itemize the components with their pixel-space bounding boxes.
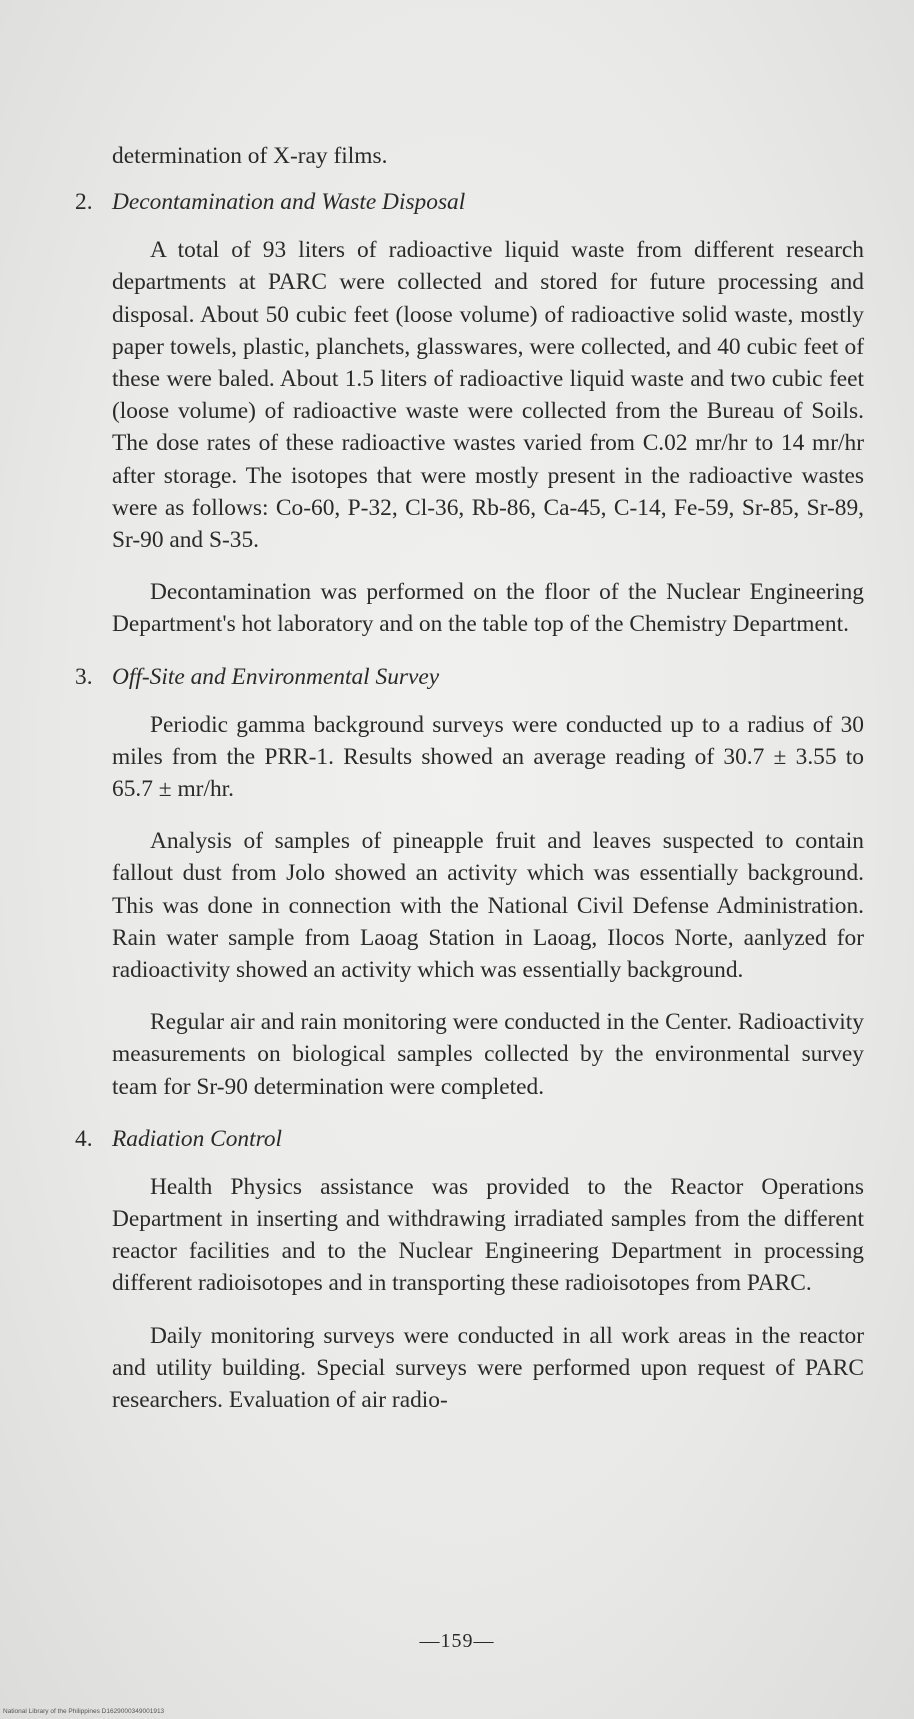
scan-footer: National Library of the Philippines D1629000349001913 xyxy=(3,1708,165,1715)
section-number: 3. xyxy=(75,663,93,690)
section-heading xyxy=(75,1123,864,1155)
section-title: Off-Site and Environmental Survey xyxy=(112,663,440,690)
page-body xyxy=(75,140,864,1436)
section-number: 4. xyxy=(75,1125,93,1152)
section-radiation-control xyxy=(75,1123,864,1416)
paragraph: Analysis of samples of pineapple fruit and leaves suspected to contain fallout dust from Jolo showed an activity which was essentially background. This was done in connection with the National Civil Defense Administration. Rain water sample from Laoag Station in Laoag, Ilocos Norte, aanlyzed for radioactivity showed an activity which was essentially background. xyxy=(112,828,864,984)
paragraph: Periodic gamma background surveys were conducted up to a radius of 30 miles from the PRR-1. Results showed an average reading of 30.7 ± 3.55 to 65.7 ± mr/hr. xyxy=(112,711,864,803)
paragraph: Health Physics assistance was provided to the Reactor Operations Department in inserting and withdrawing irradiated samples from the different reactor facilities and to the Nuclear Engineering Department in processing different radioisotopes and in transporting these radioisotopes from PARC. xyxy=(112,1173,864,1297)
section-title: Radiation Control xyxy=(112,1125,283,1152)
paragraph: Daily monitoring surveys were conducted in all work areas in the reactor and utility building. Special surveys were performed upon request of PARC researchers. Evaluation of air radio- xyxy=(112,1322,864,1414)
section-title: Decontamination and Waste Disposal xyxy=(112,189,466,216)
paragraph: Regular air and rain monitoring were conducted in the Center. Radioactivity measurements on biological samples collected by the environmental survey team for Sr-90 determination were completed. xyxy=(112,1009,864,1100)
section-decontamination xyxy=(75,186,864,640)
section-heading xyxy=(75,661,864,693)
section-heading xyxy=(75,186,864,218)
section-number: 2. xyxy=(75,189,93,216)
paragraph: A total of 93 liters of radioactive liquid waste from different research departments at PARC were collected and stored for future processing and disposal. About 50 cubic feet (loose volume) of radioactive solid waste, mostly paper towels, plastic, planchets, glasswares, were collected, and 40 cubic feet of these were baled. About 1.5 liters of radioactive liquid waste and two cubic feet (loose volume) of radioactive waste were collected from the Bureau of Soils. The dose rates of these radioactive wastes varied from C.02 mr/hr to 14 mr/hr after storage. The isotopes that were mostly present in the radioactive wastes were as follows: Co-60, P-32, Cl-36, Rb-86, Ca-45, C-14, Fe-59, Sr-85, Sr-89, Sr-90 and S-35. xyxy=(112,237,864,554)
page-number: —159— xyxy=(419,1630,495,1652)
lead-line: determination of X-ray films. xyxy=(112,143,388,169)
paragraph: Decontamination was performed on the floor of the Nuclear Engineering Department's hot laboratory and on the table top of the Chemistry Department. xyxy=(112,579,864,638)
section-environmental-survey xyxy=(75,661,864,1103)
